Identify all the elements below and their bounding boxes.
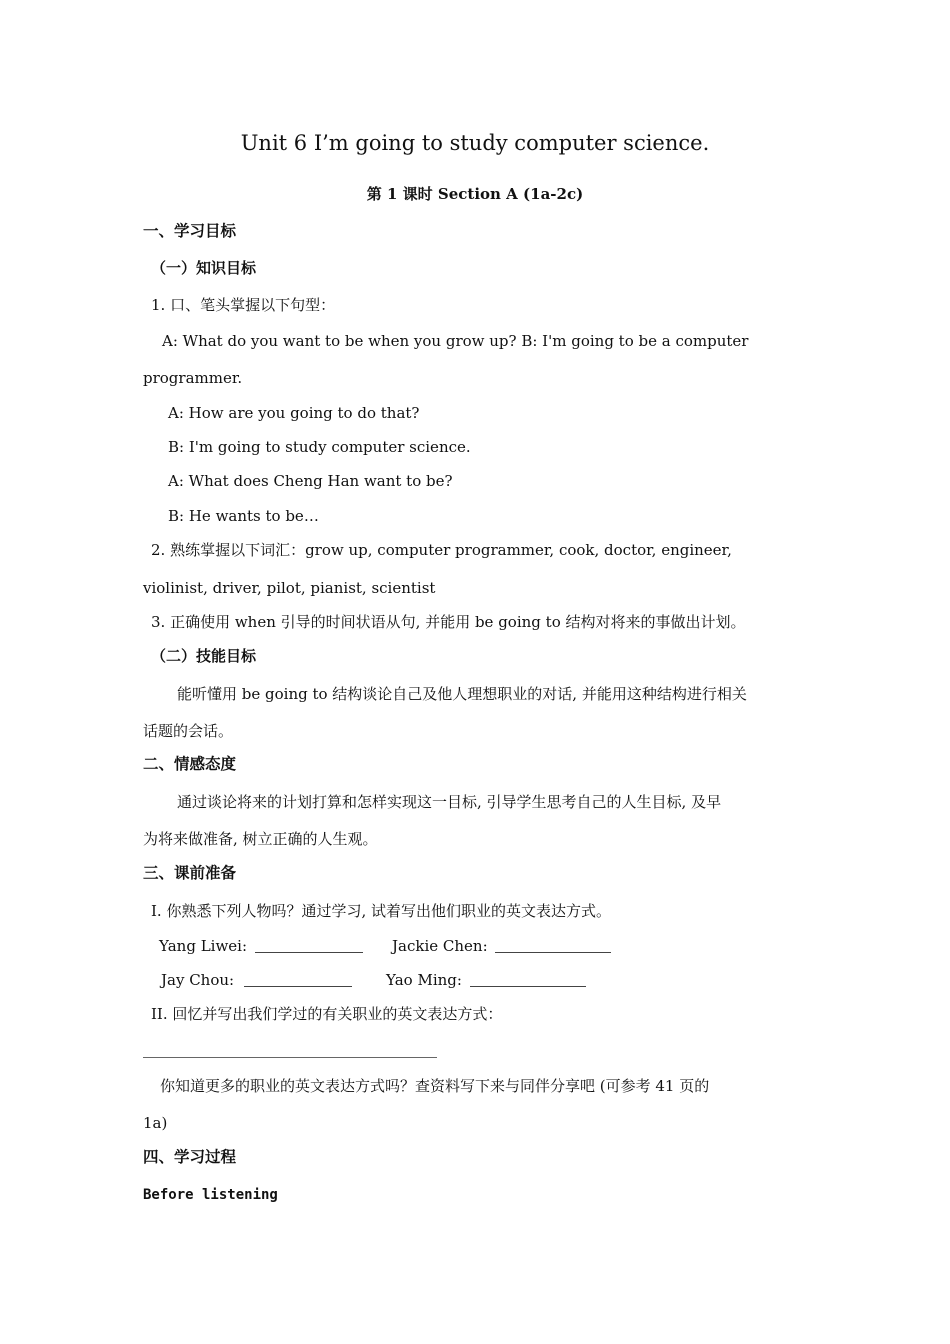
name-jay-chou: Jay Chou:: [161, 971, 235, 989]
document-subtitle: 第 1 课时 Section A (1a-2c): [366, 185, 584, 203]
before-listening-heading: Before listening: [143, 1187, 278, 1203]
sentence-line: A: What do you want to be when you grow up? B: I'm going to be a computer: [162, 332, 749, 350]
answer-blank-yang[interactable]: [255, 938, 363, 953]
prep-question-3: 你知道更多的职业的英文表达方式吗？查资料写下来与同伴分享吧 (可参考 41 页的: [160, 1077, 710, 1095]
section-heading-process: 四、学习过程: [143, 1147, 237, 1166]
attitude-paragraph-cont: 为将来做准备, 树立正确的人生观。: [143, 830, 378, 848]
answer-line[interactable]: [143, 1057, 437, 1058]
sentence-line: B: I'm going to study computer science.: [168, 438, 471, 456]
attitude-paragraph: 通过谈论将来的计划打算和怎样实现这一目标, 引导学生思考自己的人生目标, 及早: [177, 793, 722, 811]
prep-question-2: II. 回忆并写出我们学过的有关职业的英文表达方式：: [151, 1005, 503, 1023]
document-title: Unit 6 I’m going to study computer science.: [240, 131, 710, 155]
prep-question-3-cont: 1a): [143, 1114, 168, 1132]
section-heading-preparation: 三、课前准备: [143, 863, 237, 882]
sentence-line: A: How are you going to do that?: [168, 404, 420, 422]
prep-question-1: I. 你熟悉下列人物吗？通过学习, 试着写出他们职业的英文表达方式。: [151, 902, 612, 920]
knowledge-item-2-cont: violinist, driver, pilot, pianist, scientist: [143, 579, 436, 597]
answer-blank-jackie[interactable]: [495, 938, 611, 953]
knowledge-item-3: 3. 正确使用 when 引导的时间状语从句, 并能用 be going to 结构对将来的事做出计划。: [151, 613, 746, 631]
sentence-line: B: He wants to be…: [168, 507, 319, 525]
section-heading-attitude: 二、情感态度: [143, 754, 237, 773]
name-yao-ming: Yao Ming:: [386, 971, 462, 989]
sentence-line: programmer.: [143, 369, 243, 387]
sentence-line: A: What does Cheng Han want to be?: [168, 472, 453, 490]
name-jackie-chen: Jackie Chen:: [392, 937, 488, 955]
name-yang-liwei: Yang Liwei:: [159, 937, 248, 955]
skills-paragraph-cont: 话题的会话。: [143, 722, 234, 740]
subsection-heading-skills: （二）技能目标: [151, 647, 257, 665]
subsection-heading-knowledge: （一）知识目标: [151, 259, 257, 277]
section-heading-objectives: 一、学习目标: [143, 221, 237, 240]
skills-paragraph: 能听懂用 be going to 结构谈论自己及他人理想职业的对话, 并能用这种结构进行相关: [177, 685, 747, 703]
knowledge-item-2: 2. 熟练掌握以下词汇：grow up, computer programmer, cook, doctor, engineer,: [151, 541, 732, 559]
answer-blank-jay[interactable]: [244, 972, 352, 987]
knowledge-item-1: 1. 口、笔头掌握以下句型：: [151, 296, 336, 314]
answer-blank-yao[interactable]: [470, 972, 586, 987]
